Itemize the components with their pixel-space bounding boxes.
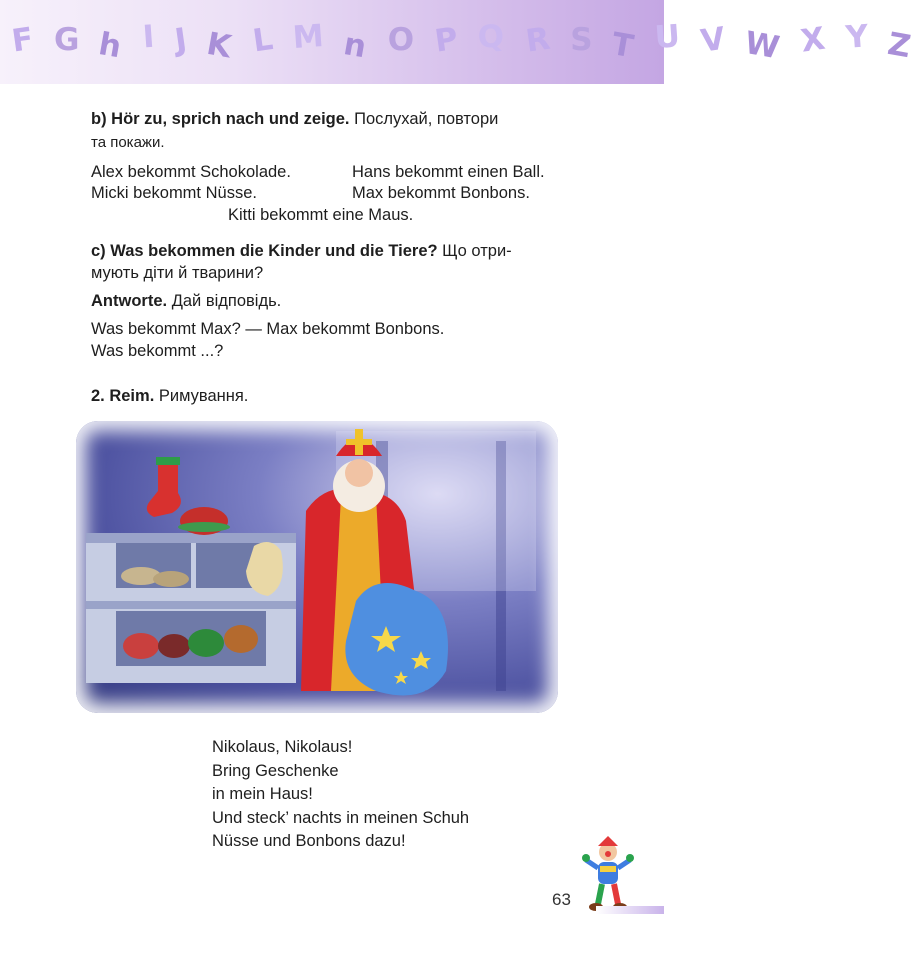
banner-letter: J [173,21,193,59]
banner-letter: X [798,20,831,60]
banner-letter: F [9,20,39,60]
phrase-hans: Hans bekommt einen Ball. [352,163,545,181]
banner-letter: Z [885,25,917,66]
banner-letter: n [340,26,372,66]
section-c-heading [91,240,512,262]
poem-line: Bring Geschenke [212,761,339,780]
section-b-heading [91,108,498,130]
section-c-title-de: c) Was bekommen die Kinder und die Tiere? [91,242,438,260]
banner-letter: O [387,22,418,58]
poem [212,736,469,854]
section-b-title-de: b) Hör zu, sprich nach und zeige. [91,110,350,128]
banner-letter: Y [844,18,873,56]
shoe-icon [153,571,189,587]
poem-line: Nikolaus, Nikolaus! [212,738,353,756]
banner-letter: U [653,18,685,56]
section-c-heading-line2: мують діти й тварини? [91,264,264,282]
shoe-icon [188,629,224,657]
poem-line: in mein Haus! [212,785,313,803]
alphabet-banner [0,0,917,84]
saint-nicholas-illustration [76,421,558,713]
section-c-title-ua: Що отри- [442,242,512,260]
banner-letter: P [432,20,463,60]
banner-letter: L [250,20,278,60]
banner-letter: V [698,20,731,60]
phrase-max: Max bekommt Bonbons. [352,184,530,202]
answer-title-ua: Дай відповідь. [171,292,282,310]
banner-letter: T [609,26,640,66]
alphabet-letters [9,17,919,67]
phrase-alex: Alex bekommt Schokolade. [91,163,291,181]
illustration-drawing [76,421,558,713]
page-bar [596,906,664,914]
section-2-title-de: 2. Reim. [91,387,155,405]
page-number: 63 [552,890,571,909]
example-question-2: Was bekommt ...? [91,342,224,360]
banner-letter: R [523,20,555,60]
section-2-title-ua: Римування. [158,387,249,405]
section-2-heading [91,385,248,407]
clown-mascot-icon [578,838,638,913]
banner-letter: K [203,25,237,66]
example-question-1: Was bekommt Max? — Max bekommt Bonbons. [91,320,445,338]
banner-letter: h [96,26,128,66]
stocking-icon [147,461,181,517]
answer-instruction [91,290,281,312]
poem-line: Und steck’ nachts in meinen Schuh [212,808,470,827]
shoe-icon [158,634,190,658]
banner-letter: Q [476,18,509,56]
face [345,459,373,487]
phrase-kitti: Kitti bekommt eine Maus. [228,206,414,224]
answer-title-de: Antworte. [91,292,168,310]
poem-line: Nüsse und Bonbons dazu! [212,832,406,850]
banner-letter: I [141,18,159,56]
sack-icon [345,583,448,696]
banner-letter: M [291,17,329,57]
shoe-icon [224,625,258,653]
section-b-heading-line2: та покажи. [91,134,165,151]
shelf-top [86,533,296,543]
section-b-title-ua: Послухай, повтори [354,110,499,128]
banner-letter: G [53,22,83,58]
phrase-micki: Micki bekommt Nüsse. [91,184,257,202]
banner-letter: W [742,24,786,67]
banner-letter: S [570,22,596,58]
shoe-icon [123,633,159,659]
